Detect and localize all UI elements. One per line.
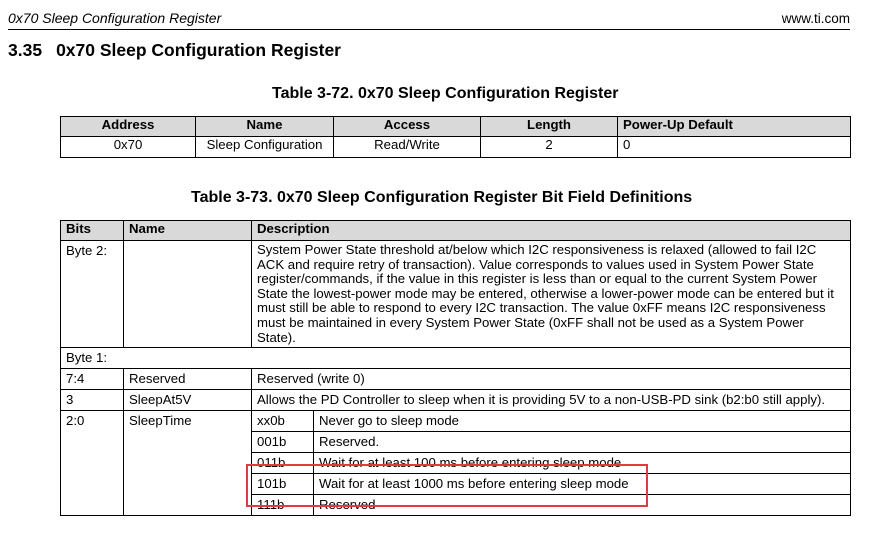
option-text: Reserved. <box>314 432 851 453</box>
table-row <box>61 241 851 348</box>
option-code: xx0b <box>252 411 314 432</box>
column-header-access: Access <box>334 117 481 137</box>
cell-name: SleepAt5V <box>124 390 252 411</box>
header-divider <box>8 29 850 30</box>
byte1-label: Byte 1: <box>61 348 851 369</box>
option-code: 111b <box>252 495 314 516</box>
section-heading <box>8 40 341 61</box>
byte2-description: System Power State threshold at/below which I2C responsiveness is relaxed (allowed to fail I2C ACK and require retry of transaction). Value corresponds to values used in System Power State register/commands, if the value in this register is less than or equal to the current System Power State the lowest-power mode may be entered, otherwise a lower-power mode can be entered but it must still be able to respond to every I2C transaction. The value 0xFF means I2C responsiveness must be maintained in every System Power State (0xFF shall not be used as a System Power State). <box>252 241 851 348</box>
bit-field-table <box>60 220 851 516</box>
option-text: Never go to sleep mode <box>314 411 851 432</box>
cell-bits: 3 <box>61 390 124 411</box>
table-row <box>61 411 851 432</box>
column-header-name: Name <box>124 221 252 241</box>
table-row <box>61 137 851 158</box>
section-number: 3.35 <box>8 40 43 60</box>
table2-caption: Table 3-73. 0x70 Sleep Configuration Register Bit Field Definitions <box>191 189 693 206</box>
running-header-site[interactable]: www.ti.com <box>781 11 850 26</box>
option-text: Wait for at least 100 ms before entering sleep mode <box>314 453 851 474</box>
table-row <box>61 390 851 411</box>
cell-name: SleepTime <box>124 411 252 516</box>
option-code: 011b <box>252 453 314 474</box>
cell-description: Reserved (write 0) <box>252 369 851 390</box>
cell-default: 0 <box>618 137 851 158</box>
cell-name: Reserved <box>124 369 252 390</box>
table-row <box>61 369 851 390</box>
column-header-name: Name <box>196 117 334 137</box>
cell-description: Allows the PD Controller to sleep when it is providing 5V to a non-USB-PD sink (b2:b0 still apply). <box>252 390 851 411</box>
column-header-length: Length <box>481 117 618 137</box>
byte2-label: Byte 2: <box>61 241 124 348</box>
register-summary-table <box>60 116 851 158</box>
column-header-default: Power-Up Default <box>618 117 851 137</box>
option-code: 001b <box>252 432 314 453</box>
table1-caption: Table 3-72. 0x70 Sleep Configuration Register <box>272 85 619 102</box>
column-header-description: Description <box>252 221 851 241</box>
cell-address: 0x70 <box>61 137 196 158</box>
option-text: Wait for at least 1000 ms before entering sleep mode <box>314 474 851 495</box>
running-header-title: 0x70 Sleep Configuration Register <box>8 10 222 26</box>
byte2-name <box>124 241 252 348</box>
cell-bits: 2:0 <box>61 411 124 516</box>
option-code: 101b <box>252 474 314 495</box>
cell-name: Sleep Configuration <box>196 137 334 158</box>
cell-length: 2 <box>481 137 618 158</box>
table-row <box>61 348 851 369</box>
column-header-bits: Bits <box>61 221 124 241</box>
table-header-row <box>61 117 851 137</box>
option-text: Reserved <box>314 495 851 516</box>
column-header-address: Address <box>61 117 196 137</box>
table-header-row <box>61 221 851 241</box>
cell-bits: 7:4 <box>61 369 124 390</box>
section-title: 0x70 Sleep Configuration Register <box>56 40 341 60</box>
cell-access: Read/Write <box>334 137 481 158</box>
